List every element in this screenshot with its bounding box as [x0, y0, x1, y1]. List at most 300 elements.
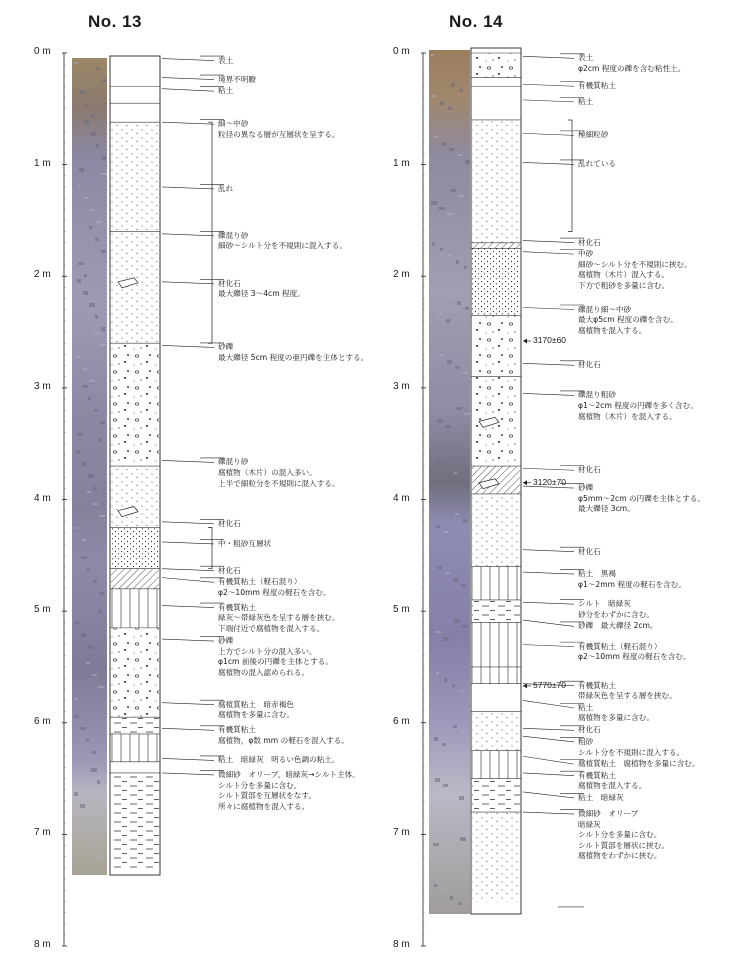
depth-label: 1 m	[34, 157, 51, 169]
description-line: 有機質粘土	[218, 725, 256, 735]
leader-line	[523, 393, 574, 395]
description-line: 緑灰～帯緑灰色を呈する層を挟む。	[218, 613, 340, 623]
layer-description	[218, 75, 256, 86]
description-line: φ1～2mm 程度の軽石を含む。	[578, 579, 686, 589]
photo-texture	[77, 433, 83, 436]
description-line: 粘土	[578, 702, 594, 712]
depth-label: 5 m	[393, 604, 410, 616]
photo-texture	[93, 503, 98, 505]
layer-description	[218, 636, 333, 678]
photo-texture	[86, 662, 90, 664]
description-line: 材化石	[578, 465, 601, 475]
layer-description	[578, 360, 601, 371]
leader-line	[162, 522, 214, 524]
photo-texture	[443, 637, 449, 641]
photo-texture	[96, 221, 102, 223]
photo-texture	[447, 360, 452, 364]
description-line: 腐植物を混入する。	[578, 781, 647, 791]
description-line: 微細砂 オリーブ，暗緑灰→シルト主体。	[218, 769, 360, 779]
photo-texture	[76, 450, 80, 454]
description-line: 中砂	[578, 249, 594, 259]
photo-texture	[101, 327, 105, 331]
photo-texture	[462, 625, 468, 628]
zone-bracket	[568, 120, 572, 232]
photo-texture	[435, 778, 440, 782]
description-line: 有機質粘土（軽石混り）	[218, 577, 302, 587]
depth-label: 6 m	[34, 715, 51, 727]
lithology-fill	[111, 628, 159, 717]
description-line: 材化石	[578, 360, 601, 370]
photo-texture	[451, 83, 455, 87]
layer-description	[218, 577, 331, 598]
description-line: 腐植質粘土 暗赤褐色	[218, 699, 294, 709]
photo-texture	[439, 207, 445, 210]
layer-description	[578, 681, 677, 702]
photo-texture	[460, 690, 463, 692]
leader-line	[162, 578, 214, 583]
photo-texture	[92, 751, 96, 754]
description-line: 腐植物（木片）を混入する。	[578, 411, 677, 421]
description-line: 砂礫	[218, 342, 234, 352]
photo-texture	[78, 262, 84, 265]
photo-texture	[434, 884, 437, 887]
description-line: 下方で粗砂を多量に含む。	[578, 280, 670, 290]
description-line: 有機質粘土	[218, 602, 256, 612]
description-line: シルト分を不規則に混入する。	[578, 747, 685, 757]
photo-texture	[448, 254, 451, 256]
date-arrowhead	[523, 683, 527, 688]
description-line: 境界不明瞭	[218, 74, 256, 84]
photo-texture	[91, 845, 96, 847]
photo-texture	[453, 578, 458, 582]
photo-texture	[99, 515, 105, 517]
description-line: 粘土 暗緑灰 明るい色調の粘土。	[218, 755, 340, 765]
photo-texture	[461, 584, 466, 587]
description-line: 砂分をわずかに含む。	[578, 609, 654, 619]
photo-texture	[447, 213, 453, 215]
layer-description	[578, 547, 601, 558]
photo-texture	[460, 837, 466, 841]
leader-line	[162, 59, 214, 61]
zone-bracket	[208, 122, 212, 343]
description-line: 腐植物を多量に含む。	[578, 713, 654, 723]
photo-texture	[442, 890, 445, 892]
description-line: 礫混り細～中砂	[578, 304, 632, 314]
photo-texture	[453, 725, 457, 728]
lithology-fill	[472, 315, 520, 376]
photo-texture	[91, 768, 97, 772]
lithology-fill	[472, 53, 520, 78]
description-line: 上半で細粒分を不規則に混入する。	[218, 478, 340, 488]
photo-texture	[439, 354, 444, 356]
lithology-fill	[472, 248, 520, 315]
lithology-fill	[111, 773, 159, 868]
photo-texture	[450, 189, 456, 192]
layer-description	[218, 279, 305, 300]
photo-texture	[95, 238, 99, 241]
layer-description	[218, 184, 233, 195]
leader-line	[523, 100, 574, 102]
layer-description	[578, 483, 705, 515]
photo-texture	[438, 460, 441, 464]
layer-description	[218, 755, 340, 766]
photo-texture	[97, 780, 100, 784]
photo-texture	[455, 513, 459, 515]
lithology-fill	[472, 667, 520, 684]
photo-texture	[449, 148, 454, 151]
leader-line	[523, 133, 574, 135]
photo-texture	[98, 686, 104, 688]
leader-line	[162, 639, 214, 641]
photo-texture	[81, 556, 87, 559]
description-line: 腐植物を混入する。	[578, 325, 647, 335]
depth-label: 3 m	[393, 380, 410, 392]
leader-line	[523, 162, 574, 164]
photo-texture	[89, 303, 95, 307]
description-line: 腐植物（木片）混入する。	[578, 270, 670, 280]
layer-description	[578, 249, 692, 291]
photo-texture	[456, 407, 462, 410]
photo-texture	[441, 142, 446, 146]
photo-texture	[77, 279, 81, 283]
layer-description	[218, 539, 271, 550]
layer-description	[578, 53, 685, 74]
description-line: 材化石	[578, 237, 601, 247]
photo-texture	[82, 539, 86, 541]
description-line: 最大礫径 3cm。	[578, 504, 635, 514]
leader-line	[523, 241, 574, 243]
photo-texture	[458, 902, 461, 905]
leader-line	[523, 736, 574, 742]
photo-texture	[79, 168, 84, 172]
photo-texture	[461, 731, 465, 733]
description-line: 材化石	[578, 546, 601, 556]
photo-texture	[84, 120, 89, 124]
description-line: 材化石	[218, 565, 241, 575]
photo-texture	[94, 486, 97, 490]
photo-texture	[454, 619, 460, 623]
layer-description	[578, 642, 691, 663]
photo-texture	[462, 478, 465, 482]
description-line: φ2cm 程度の礫を含む粘性土。	[578, 63, 686, 73]
photo-texture	[96, 67, 100, 70]
lithology-fill	[472, 751, 520, 779]
layer-description	[218, 231, 347, 252]
leader-line	[523, 363, 574, 365]
photo-texture	[463, 519, 467, 523]
description-line: シルト 暗緑灰	[578, 599, 631, 609]
layer-description	[218, 119, 340, 140]
photo-texture	[98, 609, 101, 613]
description-line: 腐植物，φ数 mm の軽石を混入する。	[218, 735, 349, 745]
layer-description	[218, 566, 241, 577]
photo-texture	[458, 195, 464, 197]
lithology-fill	[472, 812, 520, 901]
description-line: 表土	[218, 55, 234, 65]
leader-line	[523, 84, 574, 86]
photo-texture	[459, 796, 464, 800]
photo-texture	[432, 242, 435, 246]
description-line: 上方でシルト分の混入多い。	[218, 646, 317, 656]
photo-texture	[464, 266, 467, 269]
lithology-fill	[472, 600, 520, 622]
column-title: No. 13	[88, 12, 143, 31]
description-line: 中・粗砂互層状	[218, 538, 272, 548]
photo-texture	[93, 580, 97, 583]
description-line: 粘土	[218, 86, 234, 96]
description-line: 細砂～シルト分を不規則に挟む。	[578, 259, 692, 269]
leader-line	[523, 812, 574, 814]
leader-line	[523, 468, 574, 470]
photo-texture	[83, 291, 88, 295]
photo-texture	[96, 144, 99, 148]
photo-texture	[81, 633, 86, 637]
layer-description	[578, 159, 616, 170]
photo-texture	[74, 715, 79, 718]
lithology-fill	[472, 779, 520, 812]
leader-line	[523, 550, 574, 552]
description-line: φ1cm 前後の円礫を主体とする。	[218, 657, 333, 667]
depth-label: 0 m	[34, 46, 51, 57]
layer-description	[578, 390, 698, 422]
description-line: 礫混り砂	[218, 230, 249, 240]
leader-line	[523, 773, 574, 776]
photo-texture	[88, 474, 94, 478]
description-line: 最大φ5cm 程度の礫を含む。	[578, 315, 678, 325]
layer-description	[218, 519, 241, 530]
description-line: φ5mm～2cm の円礫を主体とする。	[578, 493, 705, 503]
lithology-fill	[472, 622, 520, 667]
description-line: 微細砂 オリーブ	[578, 809, 639, 819]
photo-texture	[90, 132, 96, 136]
description-line: 材化石	[578, 725, 601, 735]
description-line: 粒径の異なる層が互層状を呈する。	[218, 129, 340, 139]
description-line: 礫混り砂	[218, 457, 249, 467]
lithology-fill	[111, 569, 159, 589]
depth-label: 7 m	[393, 827, 410, 839]
lithology-fill	[472, 566, 520, 599]
photo-texture	[437, 419, 443, 423]
depth-label: 8 m	[393, 939, 410, 950]
layer-description	[578, 97, 593, 108]
photo-texture	[80, 727, 86, 730]
depth-label: 0 m	[393, 46, 410, 57]
photo-texture	[435, 631, 441, 633]
photo-texture	[456, 260, 459, 264]
photo-texture	[75, 621, 79, 625]
photo-texture	[82, 385, 88, 388]
description-line: 暗緑灰	[578, 819, 601, 829]
layer-description	[218, 700, 294, 721]
description-line: 細～中砂	[218, 119, 249, 129]
leader-line	[162, 569, 214, 571]
leader-line	[523, 700, 574, 707]
photo-texture	[84, 274, 87, 277]
lithology-fill	[111, 527, 159, 568]
photo-texture	[91, 115, 95, 118]
photo-texture	[443, 784, 448, 787]
photo-texture	[94, 409, 98, 412]
photo-texture	[445, 425, 451, 428]
zone-bracket	[208, 527, 212, 568]
leader-line	[162, 282, 214, 284]
photo-texture	[90, 209, 95, 211]
description-line: 表土	[578, 53, 594, 63]
layer-description	[218, 603, 340, 635]
photo-texture	[102, 79, 107, 82]
photo-texture	[99, 592, 104, 595]
layer-description	[578, 599, 654, 620]
description-line: 細砂～シルト分を不規則に混入する。	[218, 241, 347, 251]
description-line: 最大礫径 3～4cm 程度。	[218, 289, 305, 299]
leader-line	[162, 122, 214, 124]
photo-texture	[448, 107, 452, 110]
description-line: シルト分を多量に含む。	[578, 830, 662, 840]
photo-texture	[440, 101, 444, 105]
radiocarbon-date: 3120±70	[533, 476, 567, 487]
depth-label: 2 m	[34, 269, 51, 281]
layer-description	[578, 809, 669, 862]
photo-texture	[444, 678, 447, 682]
description-line: 腐植物をわずかに挟む。	[578, 851, 662, 861]
layer-description	[578, 621, 658, 632]
photo-texture	[82, 462, 87, 466]
leader-line	[162, 187, 214, 189]
description-line: 極細粒砂	[578, 130, 609, 140]
photo-texture	[445, 572, 450, 574]
depth-label: 8 m	[34, 939, 51, 950]
photo-texture	[87, 568, 90, 571]
photo-texture	[79, 821, 82, 823]
photo-texture	[442, 743, 446, 746]
photo-texture	[76, 527, 79, 529]
description-line: 砂礫	[578, 483, 594, 493]
lithology-fill	[111, 734, 159, 762]
leader-line	[523, 602, 574, 604]
layer-description	[218, 725, 349, 746]
photo-texture	[465, 160, 470, 164]
leader-line	[162, 345, 214, 347]
leader-line	[523, 792, 574, 798]
photo-texture	[431, 201, 437, 205]
description-line: φ2～10mm 程度の軽石を含む。	[578, 652, 691, 662]
description-line: 帯緑灰色を呈する層を挟む。	[578, 691, 677, 701]
leader-line	[523, 56, 574, 58]
photo-texture	[79, 91, 85, 94]
layer-description	[578, 569, 686, 590]
layer-description	[578, 771, 646, 792]
lithology-fill	[472, 120, 520, 243]
photo-texture	[101, 250, 106, 253]
layer-description	[218, 86, 233, 97]
leader-line	[162, 703, 214, 705]
description-line: 材化石	[218, 278, 241, 288]
leader-line	[523, 728, 574, 730]
layer-description	[578, 238, 601, 249]
description-line: 砂礫	[218, 636, 234, 646]
photo-texture	[440, 248, 443, 251]
photo-texture	[87, 645, 93, 649]
photo-texture	[95, 315, 98, 319]
layer-description	[578, 465, 601, 476]
photo-texture	[433, 843, 439, 846]
photo-texture	[85, 833, 89, 835]
photo-texture	[455, 366, 460, 369]
description-line: 有機質粘土	[578, 81, 616, 91]
photo-texture	[85, 103, 88, 106]
layer-description	[578, 737, 684, 758]
description-line: 粗砂	[578, 736, 594, 746]
photo-texture	[74, 62, 77, 64]
photo-texture	[87, 491, 91, 493]
photo-texture	[463, 372, 468, 374]
photo-texture	[441, 849, 447, 851]
core-photo	[72, 58, 107, 875]
lithology-fill	[472, 712, 520, 751]
layer-description	[578, 793, 624, 804]
leader-line	[162, 773, 214, 775]
description-line: 腐植質粘土 腐植物を多量に含む。	[578, 759, 700, 769]
layer-description	[578, 703, 654, 724]
photo-texture	[446, 319, 450, 323]
layer-description	[218, 342, 368, 363]
photo-texture	[454, 472, 457, 474]
lithology-fill	[111, 343, 159, 466]
description-line: 砂礫 最大礫径 2cm。	[578, 621, 658, 631]
description-line: シルト質部を互層状をなす。	[218, 791, 316, 801]
photo-texture	[89, 380, 94, 382]
photo-texture	[102, 156, 106, 160]
photo-texture	[74, 792, 78, 796]
photo-texture	[84, 197, 88, 199]
photo-texture	[459, 89, 463, 92]
lithology-fill	[111, 122, 159, 231]
layer-description	[578, 759, 700, 770]
description-line: φ2～10mm 程度の軽石を含む。	[218, 587, 331, 597]
leader-line	[162, 89, 214, 91]
description-line: 腐植物を多量に含む。	[218, 710, 294, 720]
description-line: 有機質粘土	[578, 680, 616, 690]
photo-texture	[452, 831, 458, 833]
photo-texture	[464, 413, 470, 415]
photo-texture	[80, 804, 85, 808]
leader-line	[523, 308, 574, 310]
photo-texture	[86, 739, 89, 742]
lithology-fill	[472, 243, 520, 249]
leader-line	[162, 758, 214, 760]
photo-texture	[77, 356, 80, 358]
layer-description	[578, 130, 608, 141]
photo-texture	[437, 566, 442, 569]
leader-line	[162, 542, 214, 544]
photo-texture	[465, 307, 469, 310]
leader-line	[162, 606, 214, 608]
description-line: 粘土	[578, 96, 594, 106]
depth-label: 7 m	[34, 827, 51, 839]
date-arrowhead	[523, 480, 527, 485]
depth-label: 6 m	[393, 715, 410, 727]
layer-description	[218, 770, 360, 812]
depth-label: 4 m	[34, 492, 51, 504]
layer-description	[578, 81, 616, 92]
photo-texture	[436, 525, 440, 528]
radiocarbon-date: 3170±60	[533, 334, 567, 345]
leader-line	[523, 252, 574, 254]
description-line: 有機質粘土（軽石混り）	[578, 641, 662, 651]
photo-texture	[452, 684, 455, 687]
layer-description	[218, 457, 340, 489]
description-line: 礫混り粗砂	[578, 390, 616, 400]
